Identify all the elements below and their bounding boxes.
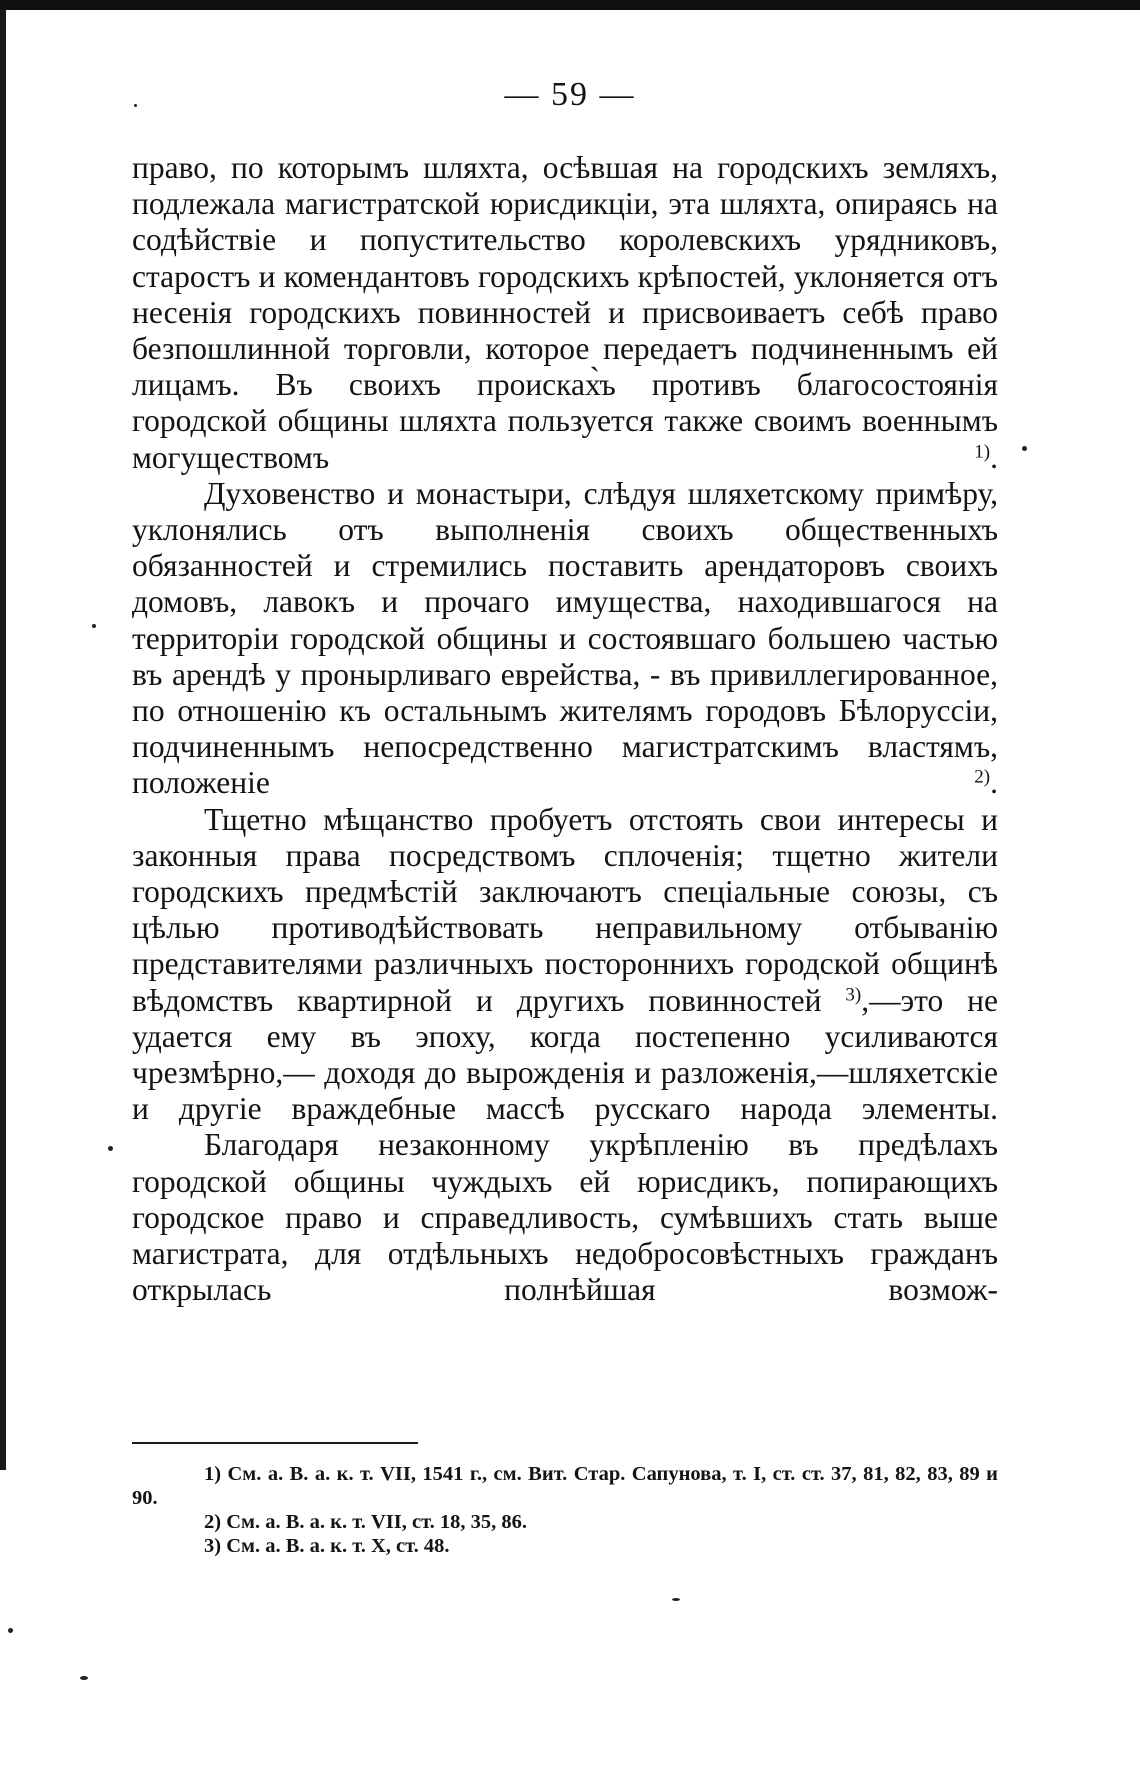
- footnote-ref-3: 3): [845, 984, 862, 1006]
- paragraph-2-end: .: [990, 765, 998, 801]
- footnote-1: 1) См. а. В. а. к. т. VII, 1541 г., см. Вит. Стар. Сапунова, т. I, ст. ст. 37, 81, 82, 83, 89 и 90.: [132, 1463, 998, 1509]
- paragraph-3-text-a: Тщетно мѣщанство пробуетъ отстоять свои интересы и законныя права посредствомъ сплоченія; тщетно жители городскихъ предмѣстій заключаютъ спеціальные союзы, съ цѣлью противодѣйствовать неправильному отбыванію представителями различныхъ постороннихъ городской общинѣ вѣдомствъ квартирной и другихъ повинностей: [132, 801, 998, 1018]
- paragraph-1-end: .: [990, 439, 998, 475]
- scan-speck: [80, 1676, 88, 1680]
- paragraph-1-text: право, по которымъ шляхта, осѣвшая на городскихъ земляхъ, подлежала магистратской юрисдикціи, эта шляхта, опираясь на содѣйствіе и попустительство королевскихъ урядниковъ, старостъ и комендантовъ городскихъ крѣпостей, уклоняется отъ несенія городскихъ повинностей и присвоиваетъ себѣ право безпошлинной торговли, которое передаетъ подчиненнымъ ей лицамъ. Въ своихъ происках̀ъ противъ благосостоянія городской общины шляхта пользуется также своимъ военнымъ могуществомъ: [132, 150, 998, 475]
- paragraph-3: [132, 802, 998, 1128]
- paragraph-3-text-b: ,—это не удается ему въ эпоху, когда постепенно усиливаются чрезмѣрно,— доходя до вырожденія и разложенія,—шляхетскіе и другіе враждебные массѣ русскаго народа элементы.: [132, 982, 998, 1127]
- scan-speck: [92, 624, 96, 628]
- scan-speck: [134, 104, 137, 107]
- scan-speck: [1022, 446, 1027, 451]
- footnote-2: 2) См. а. В. а. к. т. VII, ст. 18, 35, 86.: [204, 1511, 527, 1533]
- paragraph-4: [132, 1127, 998, 1308]
- scan-speck: [8, 1628, 13, 1633]
- page-number: — 59 —: [504, 76, 636, 113]
- body-text: [132, 150, 998, 1309]
- paragraph-2: [132, 476, 998, 802]
- footnote-ref-1: 1): [974, 441, 991, 463]
- paragraph-4-text: Благодаря незаконному укрѣпленію въ предѣлахъ городской общины чуждыхъ ей юрисдикъ, попирающихъ городское право и справедливость, сумѣвшихъ стать выше магистрата, для отдѣльныхъ недобросовѣстныхъ гражданъ открылась полнѣйшая возмож-: [132, 1127, 998, 1308]
- footnotes: [132, 1462, 998, 1558]
- scan-speck: [108, 1146, 113, 1151]
- scan-top-edge: [0, 0, 1140, 10]
- paragraph-2-text: Духовенство и монастыри, слѣдуя шляхетскому примѣру, уклонялись отъ выполненія своихъ общественныхъ обязанностей и стремились поставить арендаторовъ своихъ домовъ, лавокъ и прочаго имущества, находившагося на территоріи городской общины и состоявшаго большею частью въ арендѣ у пронырливаго еврейства, - въ привиллегированное, по отношенію къ остальнымъ жителямъ городовъ Бѣлоруссіи, подчиненнымъ непосредственно магистратскимъ властямъ, положеніе: [132, 475, 998, 801]
- scan-speck: [672, 1598, 680, 1601]
- footnote-3: 3) См. а. В. а. к. т. X, ст. 48.: [204, 1535, 450, 1557]
- footnote-rule: [132, 1442, 418, 1444]
- scan-left-edge: [0, 10, 12, 1470]
- paragraph-1: [132, 150, 998, 476]
- footnote-ref-2: 2): [974, 767, 991, 789]
